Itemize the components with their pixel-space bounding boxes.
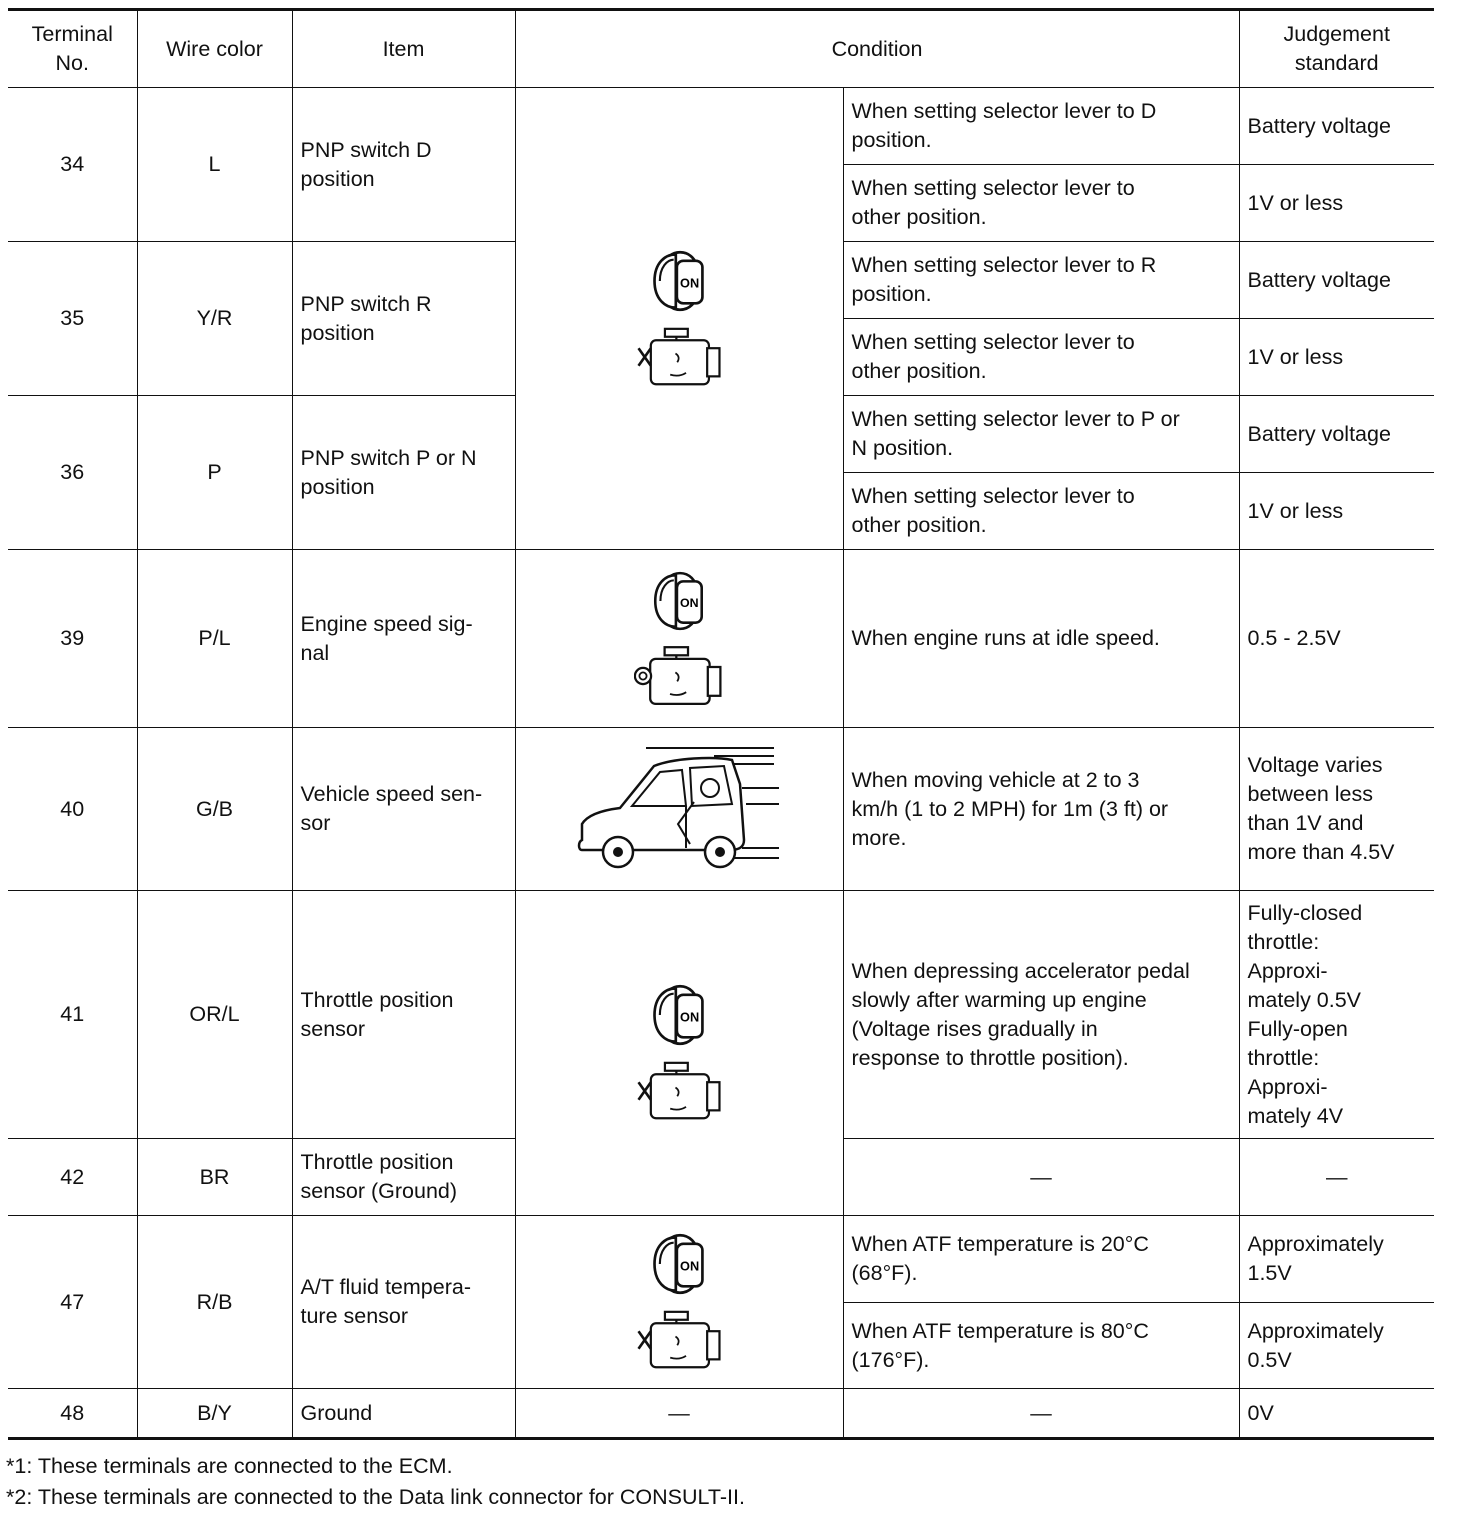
condition: When ATF temperature is 80°C (176°F). <box>843 1303 1239 1389</box>
svg-text:ON: ON <box>680 274 700 290</box>
engine-running-icon <box>634 643 724 709</box>
terminal-no: 35 <box>8 242 137 396</box>
judgement: — <box>1239 1139 1434 1216</box>
judgement: Battery voltage <box>1239 88 1434 165</box>
judgement: Approximately 1.5V <box>1239 1216 1434 1303</box>
footnote-1: *1: These terminals are connected to the ECM. <box>6 1454 453 1478</box>
header-wire-color: Wire color <box>137 10 292 88</box>
table-row <box>8 550 1434 728</box>
svg-text:ON: ON <box>680 1009 700 1025</box>
table-row <box>8 1216 1434 1303</box>
header-terminal-no: Terminal No. <box>8 10 137 88</box>
ignition-key-on-icon <box>641 569 717 633</box>
judgement: 0V <box>1239 1389 1434 1439</box>
condition: When setting selector lever to R position. <box>843 242 1239 319</box>
table-row <box>8 88 1434 165</box>
judgement: Approximately 0.5V <box>1239 1303 1434 1389</box>
condition: — <box>843 1139 1239 1216</box>
icon-condition: — <box>515 1389 843 1439</box>
wire-color: Y/R <box>137 242 292 396</box>
judgement: Fully-closed throttle: Approxi- mately 0.5V Fully-open throttle: Approxi- mately 4V <box>1239 891 1434 1139</box>
item: Ground <box>292 1389 515 1439</box>
table-row <box>8 891 1434 1139</box>
condition: When setting selector lever to other position. <box>843 473 1239 550</box>
ignition-engine-icon-cell <box>515 88 843 550</box>
condition: When moving vehicle at 2 to 3 km/h (1 to 2 MPH) for 1m (3 ft) or more. <box>843 728 1239 891</box>
terminal-no: 42 <box>8 1139 137 1216</box>
item: PNP switch R position <box>292 242 515 396</box>
header-judgement-standard: Judgement standard <box>1239 10 1434 88</box>
item: Engine speed sig- nal <box>292 550 515 728</box>
item: Vehicle speed sen- sor <box>292 728 515 891</box>
header-item: Item <box>292 10 515 88</box>
terminal-no: 47 <box>8 1216 137 1389</box>
terminal-no: 36 <box>8 396 137 550</box>
item: Throttle position sensor (Ground) <box>292 1139 515 1216</box>
wire-color: P <box>137 396 292 550</box>
condition: When setting selector lever to other position. <box>843 165 1239 242</box>
item: PNP switch P or N position <box>292 396 515 550</box>
wire-color: G/B <box>137 728 292 891</box>
terminal-no: 48 <box>8 1389 137 1439</box>
item: Throttle position sensor <box>292 891 515 1139</box>
vehicle-icon-cell <box>515 728 843 891</box>
terminal-no: 40 <box>8 728 137 891</box>
terminal-spec-table <box>8 8 1434 1440</box>
header-row <box>8 10 1434 88</box>
ignition-key-on-icon <box>639 248 719 314</box>
condition: — <box>843 1389 1239 1439</box>
wire-color: P/L <box>137 550 292 728</box>
wire-color: L <box>137 88 292 242</box>
ignition-engine-icon-cell <box>515 550 843 728</box>
terminal-no: 41 <box>8 891 137 1139</box>
svg-text:ON: ON <box>680 595 699 610</box>
judgement: 0.5 - 2.5V <box>1239 550 1434 728</box>
condition: When engine runs at idle speed. <box>843 550 1239 728</box>
condition: When setting selector lever to D position. <box>843 88 1239 165</box>
ignition-engine-icon-cell <box>515 891 843 1216</box>
ignition-key-on-icon <box>639 1231 719 1297</box>
svg-text:ON: ON <box>680 1258 700 1274</box>
judgement: 1V or less <box>1239 165 1434 242</box>
ignition-key-on-icon <box>639 982 719 1048</box>
footnote-2: *2: These terminals are connected to the Data link connector for CONSULT-II. <box>6 1485 745 1509</box>
wire-color: BR <box>137 1139 292 1216</box>
terminal-no: 39 <box>8 550 137 728</box>
engine-stopped-icon <box>635 1307 723 1373</box>
table-row <box>8 1389 1434 1439</box>
ignition-engine-icon-cell <box>515 1216 843 1389</box>
condition: When depressing accelerator pedal slowly after warming up engine (Voltage rises gradually in response to throttle position). <box>843 891 1239 1139</box>
condition: When ATF temperature is 20°C (68°F). <box>843 1216 1239 1303</box>
table-row <box>8 728 1434 891</box>
item: A/T fluid tempera- ture sensor <box>292 1216 515 1389</box>
item: PNP switch D position <box>292 88 515 242</box>
condition: When setting selector lever to P or N position. <box>843 396 1239 473</box>
terminal-no: 34 <box>8 88 137 242</box>
wire-color: B/Y <box>137 1389 292 1439</box>
condition: When setting selector lever to other position. <box>843 319 1239 396</box>
wire-color: OR/L <box>137 891 292 1139</box>
wire-color: R/B <box>137 1216 292 1389</box>
judgement: Battery voltage <box>1239 396 1434 473</box>
judgement: Voltage varies between less than 1V and more than 4.5V <box>1239 728 1434 891</box>
header-condition: Condition <box>515 10 1239 88</box>
judgement: Battery voltage <box>1239 242 1434 319</box>
judgement: 1V or less <box>1239 473 1434 550</box>
engine-stopped-icon <box>635 1058 723 1124</box>
engine-stopped-icon <box>635 324 723 390</box>
vehicle-driving-icon <box>574 744 784 874</box>
judgement: 1V or less <box>1239 319 1434 396</box>
